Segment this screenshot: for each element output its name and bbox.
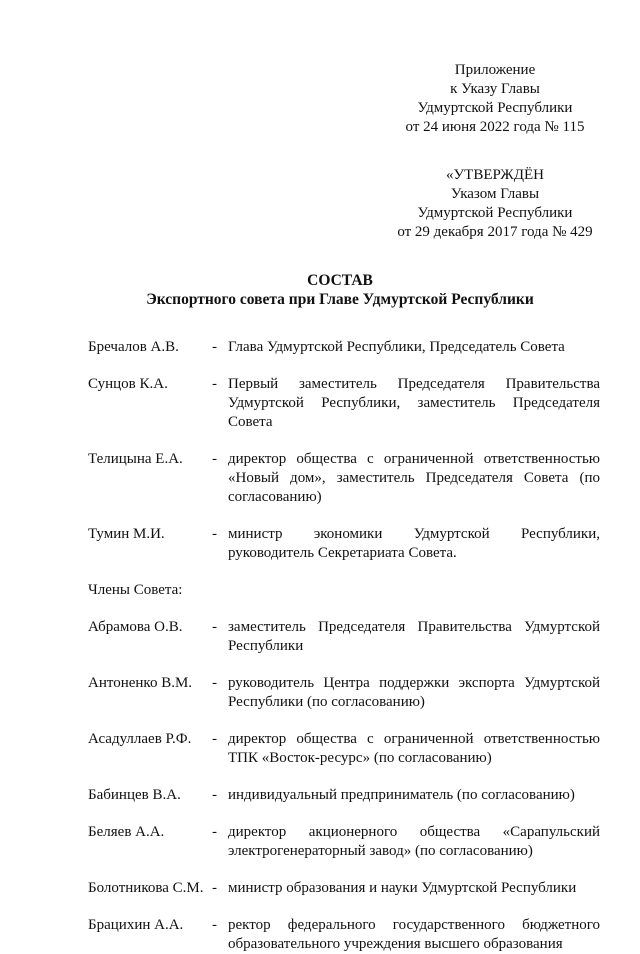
council-name: Асадуллаев Р.Ф. <box>88 731 192 747</box>
council-name: Бабинцев В.А. <box>88 787 181 803</box>
council-name: Абрамова О.В. <box>88 619 183 635</box>
member-name: Бречалов А.В. <box>88 339 179 355</box>
council-row <box>88 618 600 656</box>
approved-line: от 29 декабря 2017 года № 429 <box>397 224 593 240</box>
appendix-line: к Указу Главы <box>450 81 540 97</box>
council-row <box>88 916 600 954</box>
council-row <box>88 879 600 898</box>
council-dash: - <box>212 675 217 691</box>
title-line-1: СОСТАВ <box>307 272 373 289</box>
council-role: директор акционерного общества «Сарапульский электрогенераторный завод» (по согласованию) <box>228 824 600 859</box>
council-role: руководитель Центра поддержки экспорта Удмуртской Республики (по согласованию) <box>228 675 600 710</box>
document-title <box>0 271 640 309</box>
council-name: Болотникова С.М. <box>88 880 204 896</box>
member-name: Тумин М.И. <box>88 526 165 542</box>
member-name: Сунцов К.А. <box>88 376 168 392</box>
council-role: индивидуальный предприниматель (по согласованию) <box>228 787 575 803</box>
council-dash: - <box>212 731 217 747</box>
council-dash: - <box>212 787 217 803</box>
approved-line: Удмуртской Республики <box>417 205 573 221</box>
council-dash: - <box>212 619 217 635</box>
member-row <box>88 450 600 507</box>
appendix-line: от 24 июня 2022 года № 115 <box>405 119 585 135</box>
member-role: директор общества с ограниченной ответственностью «Новый дом», заместитель Председателя Совета (по согласованию) <box>228 451 600 505</box>
title-line-2: Экспортного совета при Главе Удмуртской Республики <box>146 291 534 308</box>
council-name: Антоненко В.М. <box>88 675 193 691</box>
member-row <box>88 375 600 432</box>
member-dash: - <box>212 526 217 542</box>
member-dash: - <box>212 339 217 355</box>
approved-line: «УТВЕРЖДЁН <box>446 167 544 183</box>
council-dash: - <box>212 917 217 933</box>
council-role: министр образования и науки Удмуртской Республики <box>228 880 577 896</box>
approved-header <box>392 166 598 242</box>
appendix-line: Удмуртской Республики <box>417 100 573 116</box>
council-heading: Члены Совета: <box>88 582 183 598</box>
member-row <box>88 525 600 563</box>
appendix-line: Приложение <box>454 62 536 78</box>
member-dash: - <box>212 451 217 467</box>
council-dash: - <box>212 880 217 896</box>
member-name: Телицына Е.А. <box>88 451 183 467</box>
approved-line: Указом Главы <box>450 186 540 202</box>
member-role: Глава Удмуртской Республики, Председатель Совета <box>228 339 565 355</box>
council-row <box>88 786 600 805</box>
council-role: директор общества с ограниченной ответственностью ТПК «Восток-ресурс» (по согласованию) <box>228 731 600 766</box>
council-row <box>88 823 600 861</box>
council-role: ректор федерального государственного бюджетного образовательного учреждения высшего образования <box>228 917 600 952</box>
council-row <box>88 730 600 768</box>
members-list <box>88 338 600 954</box>
council-name: Брацихин А.А. <box>88 917 184 933</box>
member-dash: - <box>212 376 217 392</box>
council-dash: - <box>212 824 217 840</box>
appendix-header <box>395 61 595 137</box>
member-row <box>88 338 600 357</box>
council-name: Беляев А.А. <box>88 824 165 840</box>
member-role: министр экономики Удмуртской Республики, руководитель Секретариата Совета. <box>228 526 600 561</box>
member-role: Первый заместитель Председателя Правительства Удмуртской Республики, заместитель Председателя Совета <box>228 376 600 430</box>
council-row <box>88 674 600 712</box>
council-role: заместитель Председателя Правительства Удмуртской Республики <box>228 619 600 654</box>
